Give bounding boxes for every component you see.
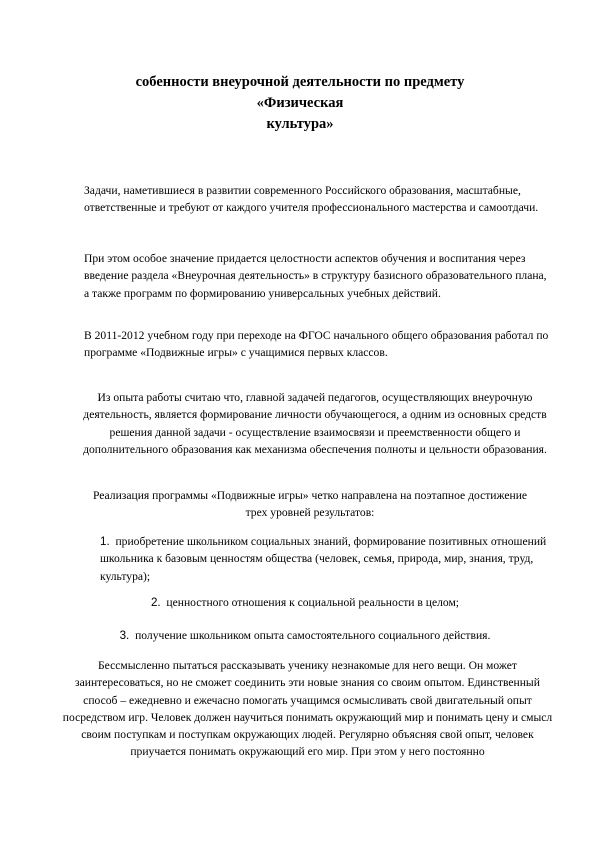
list-number-2: 2. (150, 596, 161, 609)
paragraph-experience: Из опыта работы считаю что, главной задачей педагогов, осуществляющих внеурочную деятельность, является формирование личности обучающегося, а одним из основных средств решения данной задачи - осуществление взаимосвязи и преемственности общего и дополнительного образования как механизма обеспечения полноты и цельности образования. (83, 391, 547, 456)
title-line-1: собенности внеурочной деятельности по предмету «Физическая (135, 74, 465, 111)
paragraph-program: Реализация программы «Подвижные игры» четко направлена на поэтапное достижение трех уровней результатов: (92, 489, 528, 520)
list-number-1: 1. (100, 535, 110, 548)
list-text-1: приобретение школьником социальных знаний, формирование позитивных отношений школьника к базовым ценностям общества (человек, семья, природа, мир, знания, труд, культура); (100, 535, 547, 583)
list-text-3: получение школьником опыта самостоятельного социального действия. (135, 629, 491, 642)
document-title (95, 72, 505, 135)
paragraph-meaningless: Бессмысленно пытаться рассказывать ученику незнакомые для него вещи. Он может заинтересоваться, но не сможет соединить эти новые знания со своим опытом. Единственный способ – ежедневно и ежечасно помогать учащимся осмысливать свой двигательный опыт посредством игр. Человек должен научиться понимать окружающий мир и понимать цену и смысл своим поступкам и поступкам окружающих людей. Регулярно объясняя свой опыт, человек приучается понимать окружающий его мир. При этом у него постоянно (62, 659, 553, 759)
paragraph-tasks: Задачи, наметившиеся в развитии современного Российского образования, масштабные, ответственные и требуют от каждого учителя профессионального мастерства и самоотдачи. (84, 184, 539, 215)
list-number-3: 3. (119, 629, 130, 642)
list-text-2: ценностного отношения к социальной реальности в целом; (166, 596, 460, 609)
title-line-2: культура» (266, 116, 334, 132)
paragraph-integrity: При этом особое значение придается целостности аспектов обучения и воспитания через введение раздела «Внеурочная деятельность» в структуру базисного образовательного плана, а также программ по формированию универсальных учебных действий. (84, 252, 547, 300)
paragraph-fgos: В 2011-2012 учебном году при переходе на ФГОС начального общего образования работал по программе «Подвижные игры» с учащимися первых классов. (84, 329, 549, 360)
list-item-1 (100, 533, 570, 585)
list-item-3 (60, 627, 550, 644)
list-item-2 (60, 594, 550, 611)
